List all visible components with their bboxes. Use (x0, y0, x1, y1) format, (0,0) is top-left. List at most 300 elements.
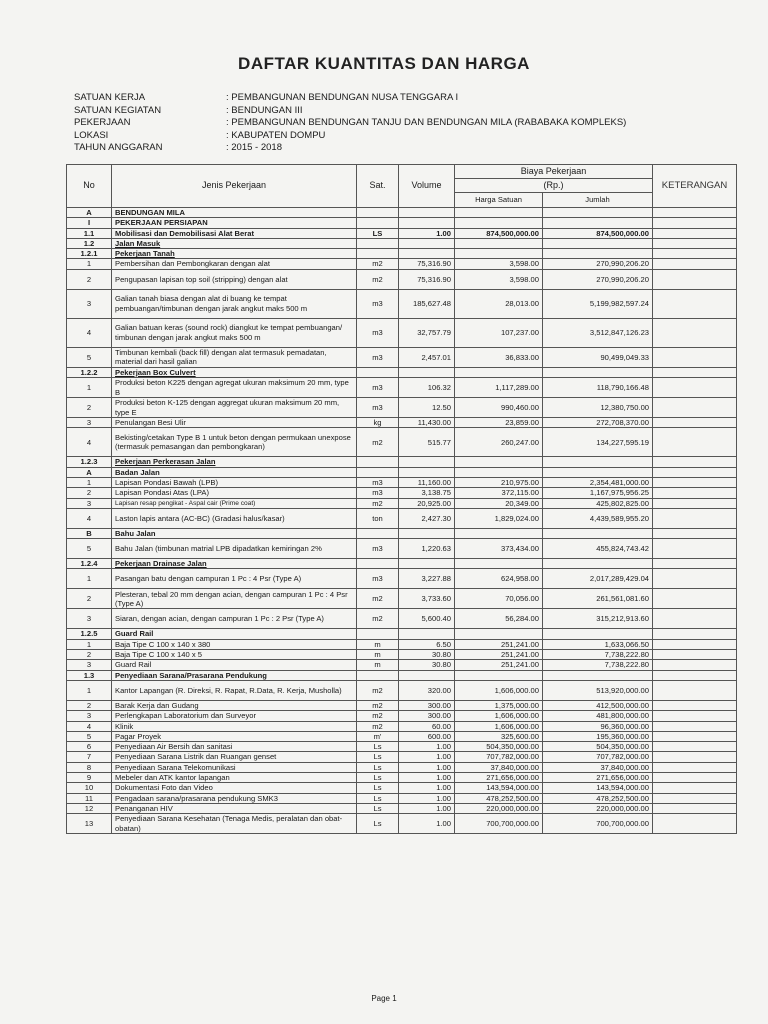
total-amount: 90,499,049.33 (543, 347, 653, 367)
table-row (67, 528, 737, 538)
remarks-cell (653, 539, 737, 559)
total-amount (543, 528, 653, 538)
volume: 1.00 (399, 793, 455, 803)
work-description: Bahu Jalan (timbunan matrial LPB dipadatkan kemiringan 2% (112, 539, 357, 559)
table-row (67, 488, 737, 498)
unit (357, 457, 399, 467)
total-amount: 504,350,000.00 (543, 742, 653, 752)
remarks-cell (653, 650, 737, 660)
info-row (74, 105, 626, 118)
work-description: BENDUNGAN MILA (112, 208, 357, 218)
work-description: Penyediaan Air Bersih dan sanitasi (112, 742, 357, 752)
remarks-cell (653, 814, 737, 834)
volume: 106.32 (399, 378, 455, 398)
unit: m3 (357, 539, 399, 559)
unit-price: 504,350,000.00 (455, 742, 543, 752)
total-amount: 315,212,913.60 (543, 609, 653, 629)
row-number: 6 (67, 742, 112, 752)
total-amount: 271,656,000.00 (543, 773, 653, 783)
unit: Ls (357, 742, 399, 752)
work-description: Pekerjaan Tanah (112, 249, 357, 259)
unit-price (455, 559, 543, 569)
table-row (67, 208, 737, 218)
row-number: 1.2.3 (67, 457, 112, 467)
info-label: LOKASI (74, 129, 109, 141)
remarks-cell (653, 218, 737, 228)
remarks-cell (653, 228, 737, 238)
volume: 2,427.30 (399, 508, 455, 528)
unit-price: 478,252,500.00 (455, 793, 543, 803)
unit (357, 218, 399, 228)
volume: 1.00 (399, 752, 455, 762)
row-number: 1.2.4 (67, 559, 112, 569)
unit-price: 37,840,000.00 (455, 762, 543, 772)
col-biaya-pekerjaan: Biaya Pekerjaan (455, 165, 653, 179)
work-description: Baja Tipe C 100 x 140 x 5 (112, 650, 357, 660)
remarks-cell (653, 742, 737, 752)
info-label: PEKERJAAN (74, 117, 131, 128)
info-value: : PEMBANGUNAN BENDUNGAN TANJU DAN BENDUNGAN MILA (RABABAKA KOMPLEKS) (226, 117, 627, 128)
work-description: Pekerjaan Drainase Jalan (112, 559, 357, 569)
unit: Ls (357, 773, 399, 783)
unit (357, 559, 399, 569)
table-row (67, 700, 737, 710)
row-number: 1 (67, 680, 112, 700)
unit: m (357, 639, 399, 649)
unit: m' (357, 731, 399, 741)
table-row (67, 457, 737, 467)
unit: m3 (357, 378, 399, 398)
work-description: Timbunan kembali (back fill) dengan alat termasuk pemadatan, material dari hasil galian (112, 347, 357, 367)
unit-price: 251,241.00 (455, 639, 543, 649)
remarks-cell (653, 398, 737, 418)
table-row (67, 569, 737, 589)
info-value: : PEMBANGUNAN BENDUNGAN NUSA TENGGARA I (226, 92, 459, 103)
work-description: Pekerjaan Box Culvert (112, 367, 357, 377)
table-row (67, 477, 737, 487)
info-row (74, 92, 626, 105)
table-row (67, 259, 737, 269)
row-number: 1 (67, 378, 112, 398)
table-row (67, 660, 737, 670)
remarks-cell (653, 639, 737, 649)
total-amount (543, 457, 653, 467)
unit (357, 528, 399, 538)
unit-price (455, 249, 543, 259)
row-number: 3 (67, 660, 112, 670)
unit: Ls (357, 814, 399, 834)
volume (399, 238, 455, 248)
remarks-cell (653, 508, 737, 528)
unit-price: 70,056.00 (455, 589, 543, 609)
remarks-cell (653, 559, 737, 569)
unit-price: 220,000,000.00 (455, 803, 543, 813)
remarks-cell (653, 609, 737, 629)
volume (399, 629, 455, 639)
row-number: A (67, 208, 112, 218)
unit-price: 1,117,289.00 (455, 378, 543, 398)
row-number: 12 (67, 803, 112, 813)
volume: 1.00 (399, 783, 455, 793)
info-label: SATUAN KEGIATAN (74, 104, 162, 116)
volume: 75,316.90 (399, 259, 455, 269)
volume (399, 367, 455, 377)
info-value: : KABUPATEN DOMPU (226, 129, 326, 141)
row-number: 4 (67, 508, 112, 528)
work-description: Penyediaan Sarana Kesehatan (Tenaga Medis, peralatan dan obat-obatan) (112, 814, 357, 834)
unit-price (455, 238, 543, 248)
info-label: SATUAN KERJA (74, 92, 146, 103)
work-description: Baja Tipe C 100 x 140 x 380 (112, 639, 357, 649)
total-amount: 4,439,589,955.20 (543, 508, 653, 528)
row-number: B (67, 528, 112, 538)
row-number: 1.2 (67, 238, 112, 248)
table-row (67, 498, 737, 508)
table-row (67, 814, 737, 834)
unit-price (455, 629, 543, 639)
row-number: 13 (67, 814, 112, 834)
volume: 185,627.48 (399, 289, 455, 318)
unit: m2 (357, 721, 399, 731)
remarks-cell (653, 680, 737, 700)
remarks-cell (653, 477, 737, 487)
row-number: 2 (67, 589, 112, 609)
row-number: 4 (67, 428, 112, 457)
work-description: Lapisan resap pengikat - Aspal cair (Prime coat) (112, 498, 357, 508)
unit (357, 367, 399, 377)
total-amount: 700,700,000.00 (543, 814, 653, 834)
unit-price: 20,349.00 (455, 498, 543, 508)
work-description: Penulangan Besi Ulir (112, 418, 357, 428)
table-row (67, 742, 737, 752)
table-row (67, 762, 737, 772)
unit: m3 (357, 488, 399, 498)
table-row (67, 721, 737, 731)
total-amount (543, 629, 653, 639)
remarks-cell (653, 238, 737, 248)
row-number: 11 (67, 793, 112, 803)
unit: kg (357, 418, 399, 428)
unit (357, 238, 399, 248)
remarks-cell (653, 249, 737, 259)
table-row (67, 218, 737, 228)
remarks-cell (653, 498, 737, 508)
unit-price (455, 457, 543, 467)
total-amount: 425,802,825.00 (543, 498, 653, 508)
row-number: 10 (67, 783, 112, 793)
unit: m (357, 660, 399, 670)
row-number: 2 (67, 650, 112, 660)
unit: m3 (357, 318, 399, 347)
row-number: 1.1 (67, 228, 112, 238)
unit-price: 3,598.00 (455, 269, 543, 289)
remarks-cell (653, 670, 737, 680)
table-row (67, 367, 737, 377)
volume: 6.50 (399, 639, 455, 649)
work-description: Barak Kerja dan Gudang (112, 700, 357, 710)
info-row (74, 130, 626, 143)
work-description: Siaran, dengan acian, dengan campuran 1 Pc : 2 Psr (Type A) (112, 609, 357, 629)
unit-price: 251,241.00 (455, 660, 543, 670)
unit (357, 670, 399, 680)
total-amount: 707,782,000.00 (543, 752, 653, 762)
table-row (67, 539, 737, 559)
col-satuan: Sat. (357, 165, 399, 208)
total-amount: 118,790,166.48 (543, 378, 653, 398)
work-description: Produksi beton K-125 dengan aggregat ukuran maksimum 20 mm, type E (112, 398, 357, 418)
row-number: 7 (67, 752, 112, 762)
col-harga-satuan: Harga Satuan (455, 193, 543, 208)
total-amount: 3,512,847,126.23 (543, 318, 653, 347)
volume: 1.00 (399, 803, 455, 813)
volume: 3,733.60 (399, 589, 455, 609)
volume: 1.00 (399, 742, 455, 752)
page-number: Page 1 (371, 994, 397, 1003)
table-row (67, 650, 737, 660)
row-number: 4 (67, 318, 112, 347)
table-row (67, 238, 737, 248)
total-amount (543, 218, 653, 228)
work-description: Lapisan Pondasi Bawah (LPB) (112, 477, 357, 487)
total-amount (543, 367, 653, 377)
col-volume: Volume (399, 165, 455, 208)
row-number: 3 (67, 711, 112, 721)
table-row (67, 249, 737, 259)
volume (399, 457, 455, 467)
work-description: Dokumentasi Foto dan Video (112, 783, 357, 793)
volume: 1.00 (399, 762, 455, 772)
row-number: 1 (67, 569, 112, 589)
work-description: Pagar Proyek (112, 731, 357, 741)
unit-price: 271,656,000.00 (455, 773, 543, 783)
unit-price: 325,600.00 (455, 731, 543, 741)
table-row (67, 629, 737, 639)
unit-price: 1,606,000.00 (455, 721, 543, 731)
volume: 3,227.88 (399, 569, 455, 589)
unit: Ls (357, 803, 399, 813)
unit: m2 (357, 428, 399, 457)
unit-price: 210,975.00 (455, 477, 543, 487)
remarks-cell (653, 378, 737, 398)
volume: 1,220.63 (399, 539, 455, 559)
unit-price: 143,594,000.00 (455, 783, 543, 793)
volume: 75,316.90 (399, 269, 455, 289)
info-value: : BENDUNGAN III (226, 104, 303, 116)
unit-price: 23,859.00 (455, 418, 543, 428)
table-row (67, 773, 737, 783)
volume (399, 528, 455, 538)
total-amount: 261,561,081.60 (543, 589, 653, 609)
volume: 1.00 (399, 773, 455, 783)
unit: ton (357, 508, 399, 528)
info-row (74, 117, 626, 130)
table-row (67, 793, 737, 803)
volume: 300.00 (399, 711, 455, 721)
volume: 515.77 (399, 428, 455, 457)
row-number: I (67, 218, 112, 228)
document-title: DAFTAR KUANTITAS DAN HARGA (238, 54, 530, 73)
row-number: 2 (67, 488, 112, 498)
volume (399, 670, 455, 680)
remarks-cell (653, 488, 737, 498)
work-description: Guard Rail (112, 660, 357, 670)
volume: 300.00 (399, 700, 455, 710)
unit-price (455, 670, 543, 680)
row-number: 1.2.5 (67, 629, 112, 639)
total-amount: 874,500,000.00 (543, 228, 653, 238)
table-row (67, 783, 737, 793)
work-description: Galian batuan keras (sound rock) diangkut ke tempat pembuangan/ timbunan dengan jarak angkut maks 500 m (112, 318, 357, 347)
quantity-price-table (66, 164, 737, 834)
total-amount: 272,708,370.00 (543, 418, 653, 428)
work-description: Mebeler dan ATK kantor lapangan (112, 773, 357, 783)
total-amount (543, 238, 653, 248)
work-description: Penyediaan Sarana Telekomunikasi (112, 762, 357, 772)
unit-price: 1,375,000.00 (455, 700, 543, 710)
unit: m3 (357, 398, 399, 418)
table-row (67, 418, 737, 428)
row-number: 1.3 (67, 670, 112, 680)
volume: 1.00 (399, 814, 455, 834)
volume: 3,138.75 (399, 488, 455, 498)
total-amount (543, 467, 653, 477)
remarks-cell (653, 803, 737, 813)
unit: Ls (357, 793, 399, 803)
row-number: 3 (67, 609, 112, 629)
unit-price: 251,241.00 (455, 650, 543, 660)
row-number: 3 (67, 289, 112, 318)
unit: m3 (357, 569, 399, 589)
project-info (74, 92, 626, 155)
row-number: 5 (67, 539, 112, 559)
table-row (67, 318, 737, 347)
unit-price: 874,500,000.00 (455, 228, 543, 238)
table-row (67, 589, 737, 609)
work-description: Perlengkapan Laboratorium dan Surveyor (112, 711, 357, 721)
work-description: Penanganan HIV (112, 803, 357, 813)
unit-price: 3,598.00 (455, 259, 543, 269)
unit-price: 707,782,000.00 (455, 752, 543, 762)
col-jumlah: Jumlah (543, 193, 653, 208)
row-number: 1.2.1 (67, 249, 112, 259)
unit: m2 (357, 259, 399, 269)
work-description: Penyediaan Sarana Listrik dan Ruangan genset (112, 752, 357, 762)
remarks-cell (653, 428, 737, 457)
total-amount (543, 559, 653, 569)
work-description: Laston lapis antara (AC-BC) (Gradasi halus/kasar) (112, 508, 357, 528)
unit: m2 (357, 589, 399, 609)
volume: 12.50 (399, 398, 455, 418)
work-description: Pengadaan sarana/prasarana pendukung SMK3 (112, 793, 357, 803)
total-amount: 220,000,000.00 (543, 803, 653, 813)
total-amount: 7,738,222.80 (543, 660, 653, 670)
unit-price: 373,434.00 (455, 539, 543, 559)
table-row (67, 680, 737, 700)
table-row (67, 269, 737, 289)
col-no: No (67, 165, 112, 208)
remarks-cell (653, 208, 737, 218)
volume: 11,160.00 (399, 477, 455, 487)
volume (399, 467, 455, 477)
info-label: TAHUN ANGGARAN (74, 142, 163, 153)
total-amount (543, 249, 653, 259)
row-number: 1.2.2 (67, 367, 112, 377)
unit: m2 (357, 711, 399, 721)
row-number: 5 (67, 731, 112, 741)
row-number: 2 (67, 700, 112, 710)
table-row (67, 428, 737, 457)
work-description: Lapisan Pondasi Atas (LPA) (112, 488, 357, 498)
unit: LS (357, 228, 399, 238)
unit: m3 (357, 477, 399, 487)
remarks-cell (653, 418, 737, 428)
work-description: Bahu Jalan (112, 528, 357, 538)
unit-price: 624,958.00 (455, 569, 543, 589)
table-row (67, 803, 737, 813)
remarks-cell (653, 752, 737, 762)
total-amount: 513,920,000.00 (543, 680, 653, 700)
info-row (74, 142, 626, 155)
work-description: Pengupasan lapisan top soil (stripping) dengan alat (112, 269, 357, 289)
volume: 30.80 (399, 660, 455, 670)
total-amount: 478,252,500.00 (543, 793, 653, 803)
volume: 2,457.01 (399, 347, 455, 367)
row-number: 1 (67, 259, 112, 269)
table-row (67, 559, 737, 569)
unit-price: 1,606,000.00 (455, 680, 543, 700)
total-amount: 12,380,750.00 (543, 398, 653, 418)
total-amount: 1,633,066.50 (543, 639, 653, 649)
unit-price: 36,833.00 (455, 347, 543, 367)
unit: m2 (357, 680, 399, 700)
row-number: A (67, 467, 112, 477)
remarks-cell (653, 569, 737, 589)
unit: m2 (357, 700, 399, 710)
remarks-cell (653, 367, 737, 377)
remarks-cell (653, 629, 737, 639)
total-amount: 270,990,206.20 (543, 269, 653, 289)
col-jenis-pekerjaan: Jenis Pekerjaan (112, 165, 357, 208)
table-row (67, 347, 737, 367)
table-row (67, 467, 737, 477)
unit-price: 372,115.00 (455, 488, 543, 498)
remarks-cell (653, 762, 737, 772)
volume: 600.00 (399, 731, 455, 741)
col-currency: (Rp.) (455, 179, 653, 193)
remarks-cell (653, 721, 737, 731)
work-description: Bekisting/cetakan Type B 1 untuk beton dengan permukaan unexpose (termasuk pemasangan dan pembongkaran) (112, 428, 357, 457)
row-number: 2 (67, 398, 112, 418)
remarks-cell (653, 731, 737, 741)
remarks-cell (653, 259, 737, 269)
remarks-cell (653, 269, 737, 289)
volume (399, 208, 455, 218)
volume (399, 249, 455, 259)
unit-price (455, 218, 543, 228)
unit-price (455, 367, 543, 377)
row-number: 3 (67, 418, 112, 428)
row-number: 1 (67, 639, 112, 649)
unit-price: 28,013.00 (455, 289, 543, 318)
table-row (67, 639, 737, 649)
table-row (67, 711, 737, 721)
volume: 320.00 (399, 680, 455, 700)
total-amount: 270,990,206.20 (543, 259, 653, 269)
unit: Ls (357, 752, 399, 762)
volume: 60.00 (399, 721, 455, 731)
work-description: Badan Jalan (112, 467, 357, 477)
total-amount: 195,360,000.00 (543, 731, 653, 741)
